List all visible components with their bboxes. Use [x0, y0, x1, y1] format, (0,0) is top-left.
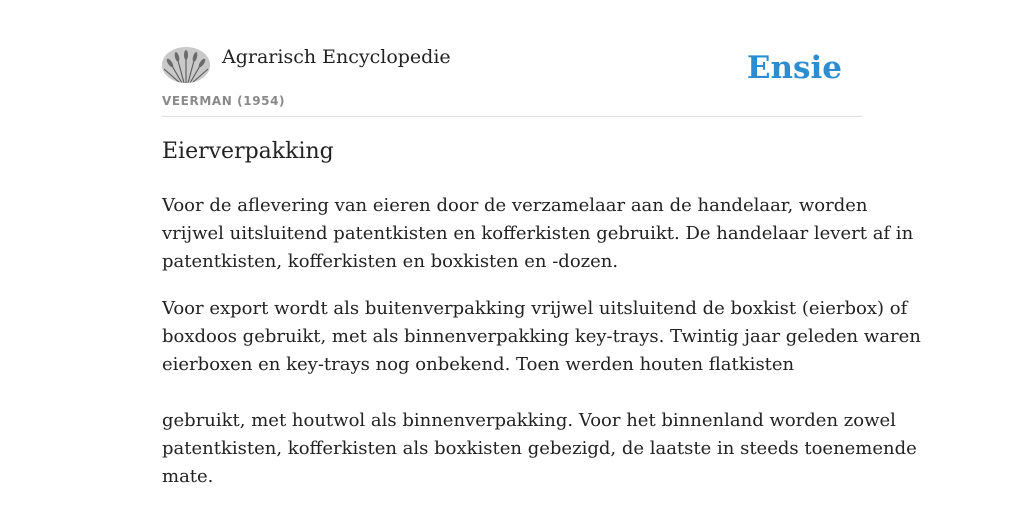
article-body: [162, 192, 921, 491]
publication-subtitle: VEERMAN (1954): [162, 94, 286, 108]
publication-title[interactable]: Agrarisch Encyclopedie: [222, 46, 451, 68]
paragraph-line: gebruikt, met houtwol als binnenverpakking. Voor het binnenland worden zowel: [162, 410, 896, 431]
paragraph-line: boxdoos gebruikt, met als binnenverpakking key-trays. Twintig jaar geleden waren: [162, 326, 921, 347]
ensie-logo-link[interactable]: Ensie: [746, 50, 842, 86]
article-title: Eierverpakking: [162, 139, 334, 164]
paragraph-line: patentkisten, kofferkisten en boxkisten en -dozen.: [162, 251, 619, 272]
paragraph-line: Voor de aflevering van eieren door de verzamelaar aan de handelaar, worden: [162, 195, 868, 216]
paragraph-line: Voor export wordt als buitenverpakking vrijwel uitsluitend de boxkist (eierbox) of: [162, 298, 908, 319]
paragraph-line: mate.: [162, 466, 214, 487]
header: [162, 40, 862, 117]
paragraph-line: patentkisten, kofferkisten als boxkisten gebezigd, de laatste in steeds toenemende: [162, 438, 917, 459]
paragraph-line: vrijwel uitsluitend patentkisten en kofferkisten gebruikt. De handelaar levert af in: [162, 223, 914, 244]
wheat-image-icon: [162, 47, 210, 83]
paragraph-line: eierboxen en key-trays nog onbekend. Toen werden houten flatkisten: [162, 354, 795, 375]
